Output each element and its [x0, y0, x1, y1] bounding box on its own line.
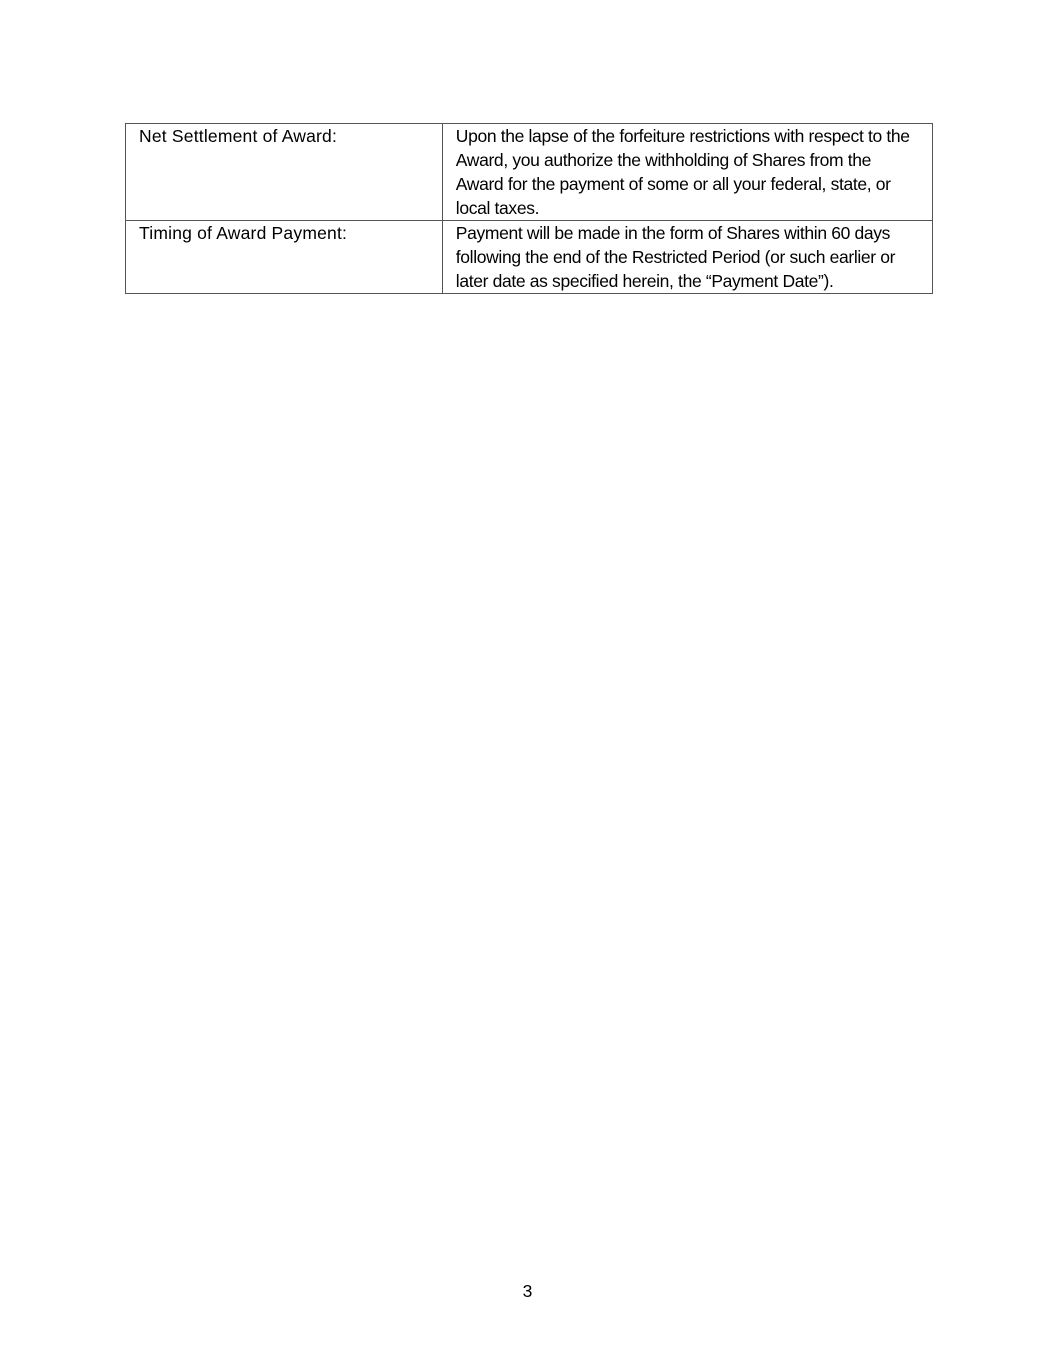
term-value-timing-of-payment: Payment will be made in the form of Shares within 60 days following the end of the Restricted Period (or such earlier or later date as specified herein, the “Payment Date”). [442, 221, 932, 294]
term-label-net-settlement: Net Settlement of Award: [126, 124, 443, 221]
table-row [126, 221, 933, 294]
table-row [126, 124, 933, 221]
page-number: 3 [522, 1281, 533, 1301]
term-value-net-settlement: Upon the lapse of the forfeiture restrictions with respect to the Award, you authorize the withholding of Shares from the Award for the payment of some or all your federal, state, or local taxes. [442, 124, 932, 221]
award-terms-table [125, 123, 933, 294]
term-label-timing-of-payment: Timing of Award Payment: [126, 221, 443, 294]
